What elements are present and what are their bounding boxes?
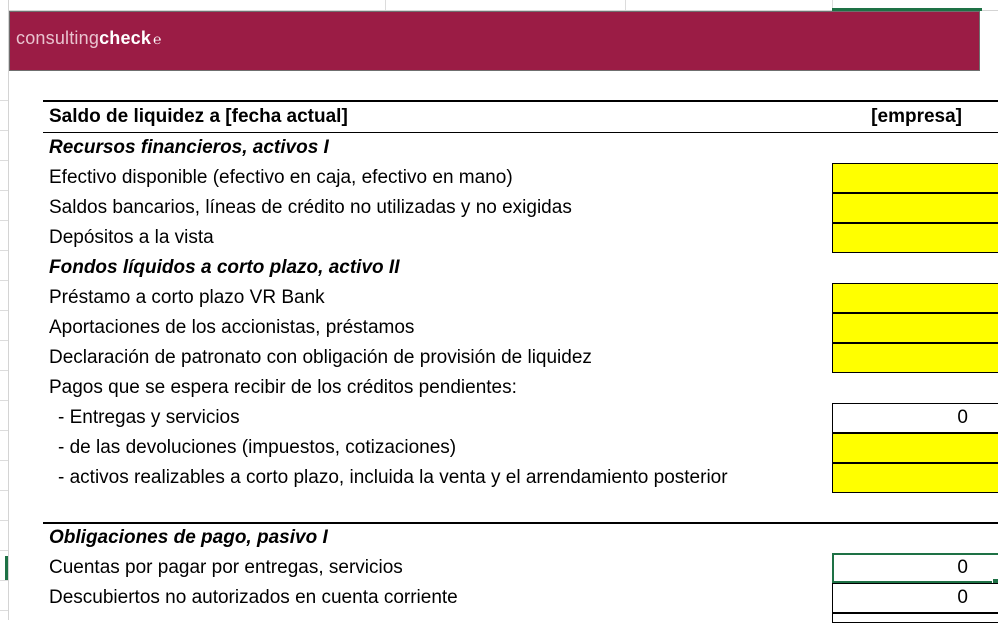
brand-mark-icon: ℮ [153,31,162,47]
input-prestamo[interactable] [832,283,998,313]
row-label-aportaciones: Aportaciones de los accionistas, préstamos [49,317,415,338]
section-fondos-liquidos: Fondos líquidos a corto plazo, activo II [49,257,400,278]
input-patronato[interactable] [832,343,998,373]
input-efectivo[interactable] [832,163,998,193]
company-column-header: [empresa] [871,106,962,127]
row-label-descubiertos: Descubiertos no autorizados en cuenta corriente [49,587,458,608]
row-label-devoluciones: - de las devoluciones (impuestos, cotizaciones) [58,437,457,458]
header-banner [9,11,980,71]
row-label-saldos-bancarios: Saldos bancarios, líneas de crédito no utilizadas y no exigidas [49,197,572,218]
row-label-prestamo: Préstamo a corto plazo VR Bank [49,287,325,308]
value-descubiertos[interactable]: 0 [832,583,998,613]
row-label-patronato: Declaración de patronato con obligación de provisión de liquidez [49,347,592,368]
row-label-pagos-esperados: Pagos que se espera recibir de los créditos pendientes: [49,377,517,398]
row-label-depositos: Depósitos a la vista [49,227,214,248]
row-label-cuentas-por-pagar: Cuentas por pagar por entregas, servicios [49,557,403,578]
value-cuentas-por-pagar[interactable]: 0 [832,553,998,583]
input-devoluciones[interactable] [832,433,998,463]
value-entregas[interactable]: 0 [832,403,998,433]
input-depositos[interactable] [832,223,998,253]
input-saldos-bancarios[interactable] [832,193,998,223]
next-row-cell[interactable] [832,613,998,623]
table-title: Saldo de liquidez a [fecha actual] [49,106,348,127]
row-label-efectivo: Efectivo disponible (efectivo en caja, efectivo en mano) [49,167,513,188]
row-selection-indicator [5,556,8,580]
brand-logo: consultingcheck ℮ [16,28,162,48]
section-obligaciones: Obligaciones de pago, pasivo I [49,527,328,548]
section-recursos-financieros: Recursos financieros, activos I [49,137,329,158]
row-label-activos-realizables: - activos realizables a corto plazo, incluida la venta y el arrendamiento posterior [58,467,728,488]
input-activos-realizables[interactable] [832,463,998,493]
row-label-entregas: - Entregas y servicios [58,407,240,428]
input-aportaciones[interactable] [832,313,998,343]
